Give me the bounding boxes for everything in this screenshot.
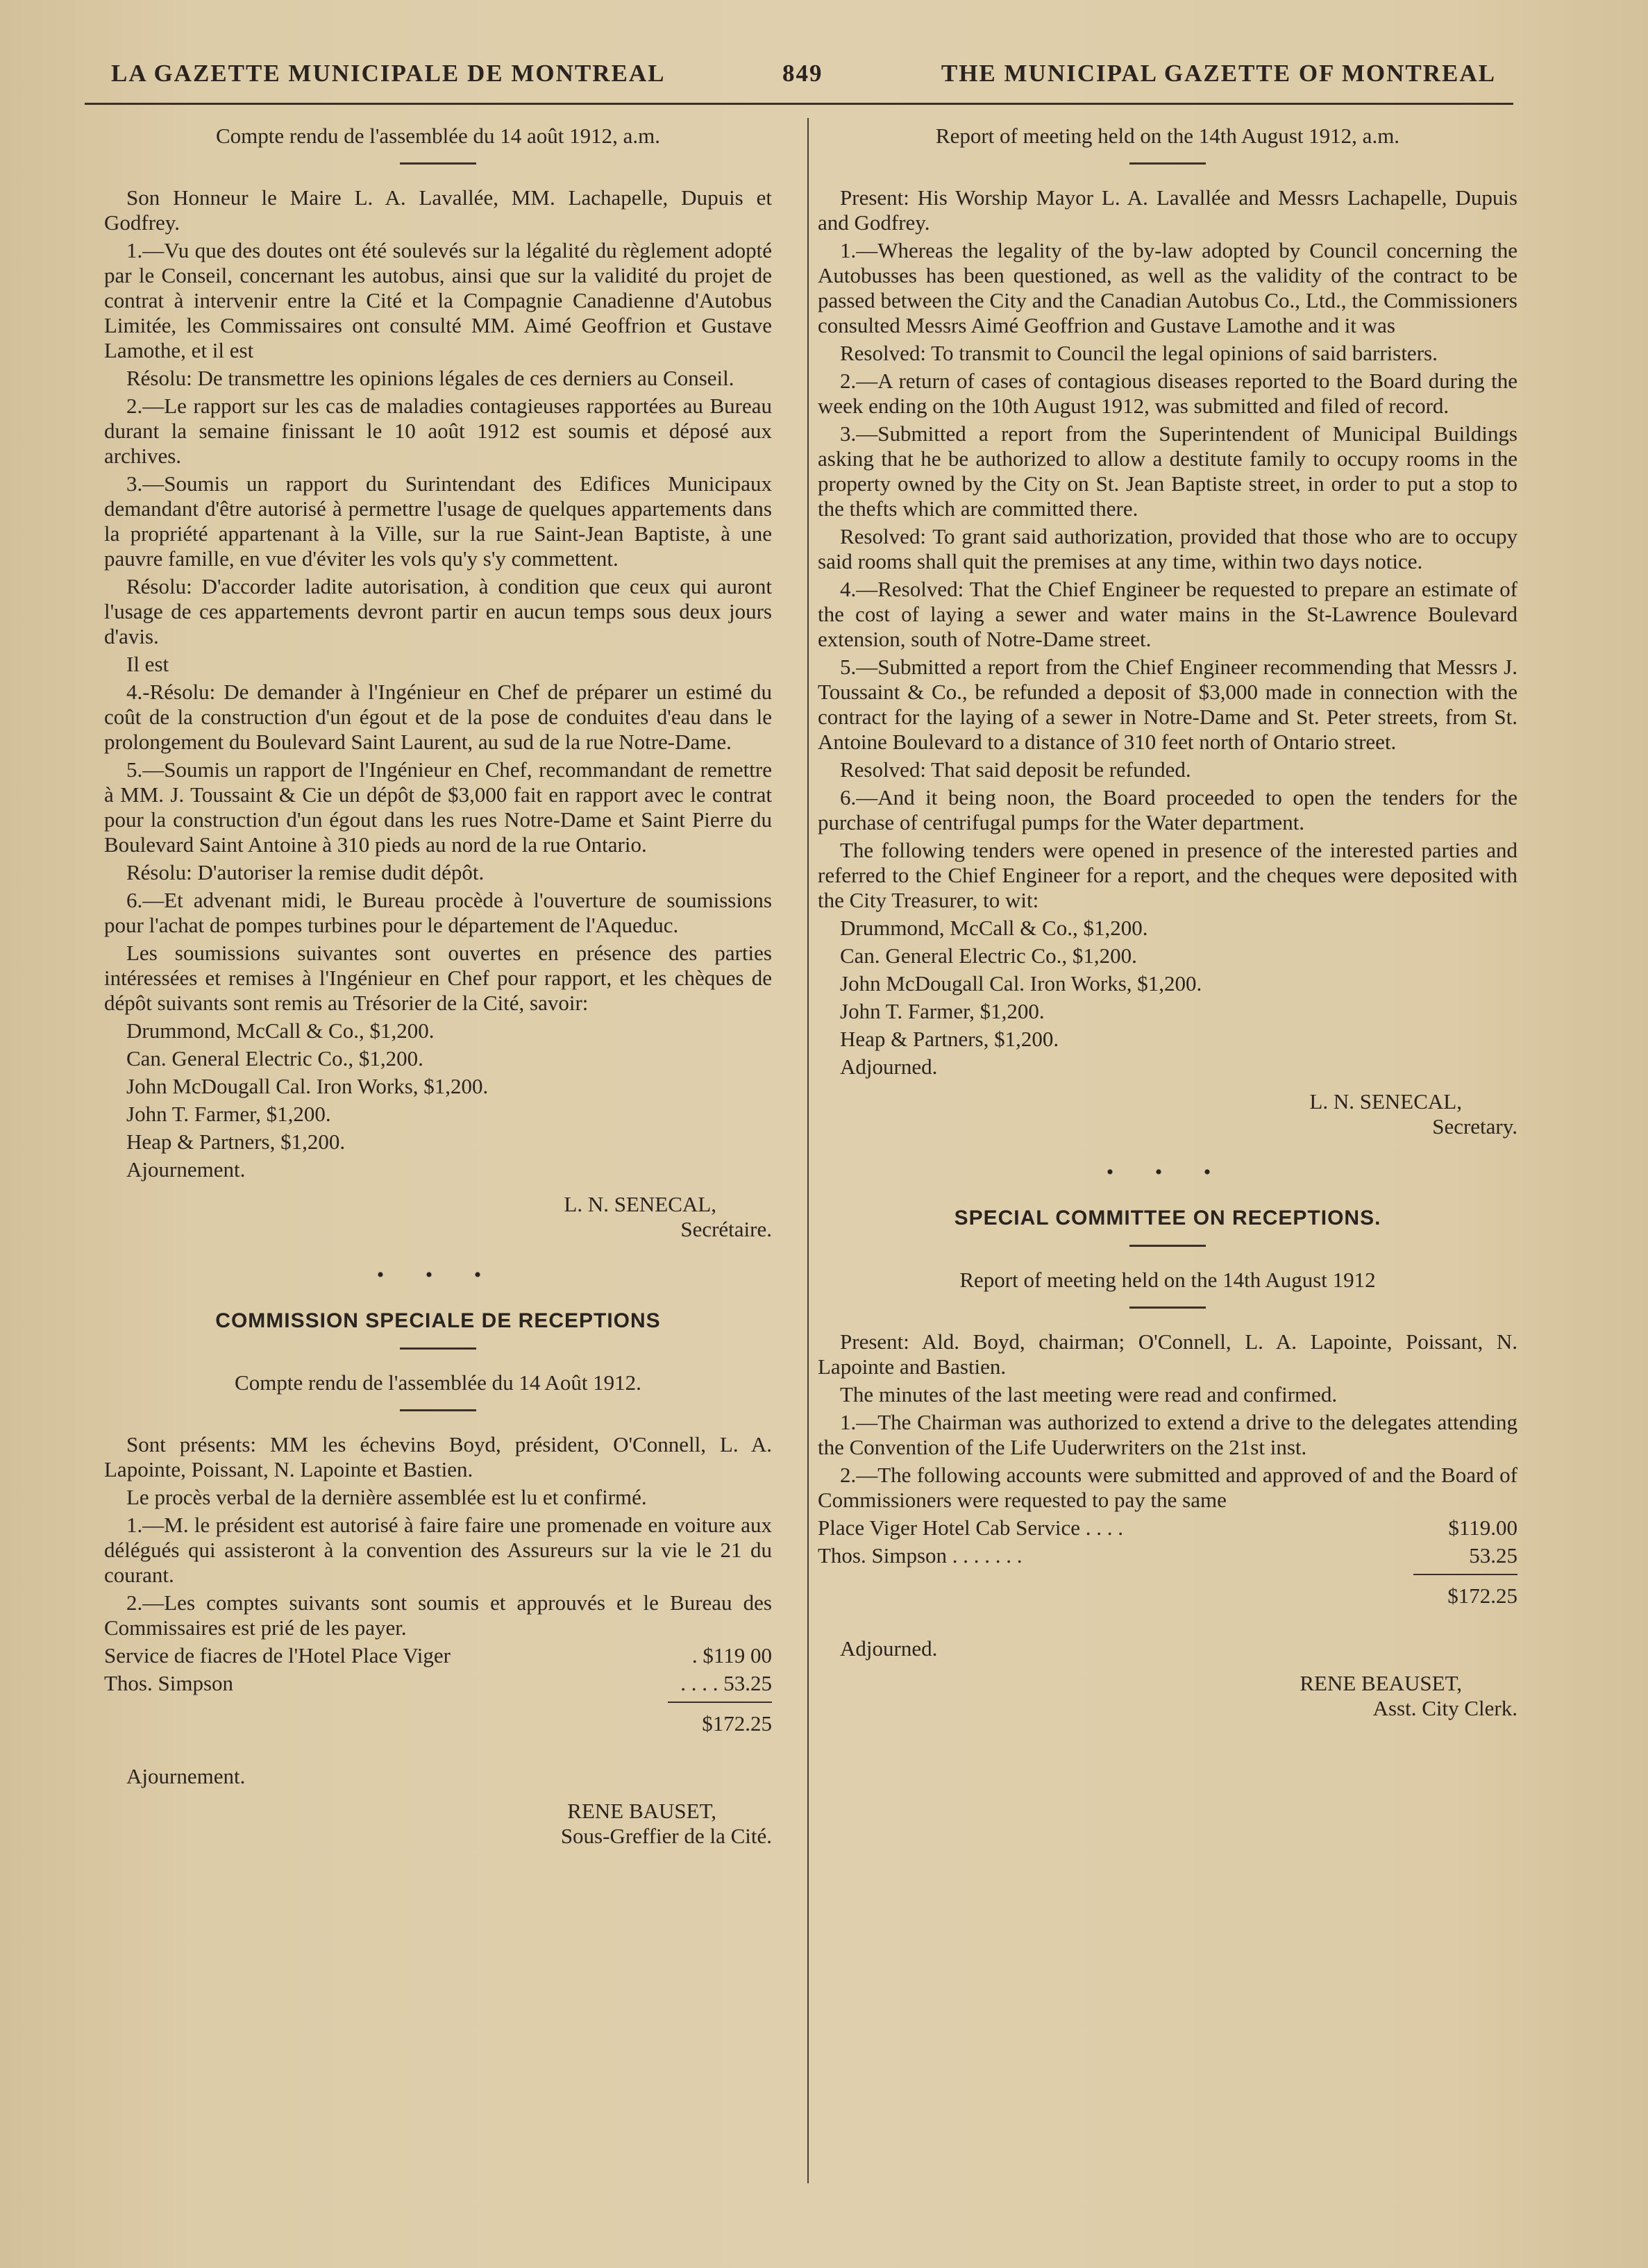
account-row [104,1671,772,1696]
item-6-paragraph: 6.—Et advenant midi, le Bureau procède à l'ouverture de soumissions pour l'achat de pompes turbines pour le département de l'Aqueduc. [104,888,772,937]
item-1-paragraph: 1.—The Chairman was authorized to extend a drive to the delegates attending the Convention of the Life Uuderwriters on the 21st inst. [818,1410,1517,1459]
signatory-name: RENE BAUSET, [567,1799,716,1823]
tenders-intro: The following tenders were opened in presence of the interested parties and referred to the Chief Engineer for a report, and the cheques were deposited with the City Treasurer, to wit: [818,838,1517,912]
meeting-title: Report of meeting held on the 14th August 1912, a.m. [935,124,1400,148]
section-separator: • • • [1106,1161,1229,1184]
adjournment-line: Ajournement. [126,1157,246,1182]
attendance-paragraph: Son Honneur le Maire L. A. Lavallée, MM. Lachapelle, Dupuis et Godfrey. [104,185,772,235]
section-rule [1129,1245,1206,1247]
item-4-paragraph: 4.-Résolu: De demander à l'Ingénieur en Chef de préparer un estimé du coût de la construction d'un égout et de la pose de conduites d'eau dans le prolongement du Boulevard Saint Laurent, au sud de la rue Notre-Dame. [104,680,772,754]
section-rule [400,162,476,165]
minutes-paragraph: The minutes of the last meeting were read and confirmed. [840,1382,1338,1406]
total-rule [1413,1574,1517,1575]
item-3-resolution: Résolu: D'accorder ladite autorisation, à condition que ceux qui auront l'usage de ces appartements devront partir en aucun temps sous deux jours d'avis. [104,574,772,648]
account-row [104,1643,772,1668]
tender-line: John McDougall Cal. Iron Works, $1,200. [840,971,1202,996]
account-amount: . . . . 53.25 [680,1671,772,1695]
signatory-title: Secretary. [1432,1114,1517,1139]
section-rule [1129,1307,1206,1309]
item-3-paragraph: 3.—Submitted a report from the Superintendent of Municipal Buildings asking that he be authorized to allow a destitute family to occupy rooms in the property owned by the City on St. Jean Baptiste street, in order to put a stop to the thefts which are committed there. [818,421,1517,521]
account-row [818,1515,1517,1540]
tender-line: John T. Farmer, $1,200. [126,1102,331,1126]
account-label: Service de fiacres de l'Hotel Place Viger [104,1643,451,1668]
account-label: Thos. Simpson [104,1671,234,1695]
item-3-paragraph: 3.—Soumis un rapport du Surintendant des Edifices Municipaux demandant d'être autorisé à permettre l'usage de quelques appartements dans la propriété appartenant à la Ville, sur la rue Saint-Jean Baptiste, à une pauvre famille, en vue d'éviter les vols qu'y s'y commettent. [104,471,772,571]
signatory-name: L. N. SENECAL, [1309,1089,1462,1114]
tender-line: John McDougall Cal. Iron Works, $1,200. [126,1074,489,1098]
meeting-title: Report of meeting held on the 14th August 1912 [959,1268,1376,1292]
column-divider [807,118,809,2183]
item-1-resolution: Resolved: To transmit to Council the legal opinions of said barristers. [840,341,1438,365]
account-label: Place Viger Hotel Cab Service . . . . [818,1515,1124,1540]
account-total: $172.25 [1447,1584,1517,1608]
account-amount: . $119 00 [691,1643,772,1668]
signatory-title: Sous-Greffier de la Cité. [560,1824,772,1848]
tenders-intro: Les soumissions suivantes sont ouvertes en présence des parties intéressées et remises à l'Ingénieur en Chef pour rapport, et les chèques de dépôt suivants sont remis au Trésorier de la Cité, savoir: [104,941,772,1015]
account-row [818,1543,1517,1568]
section-rule [400,1409,476,1411]
section-rule [400,1347,476,1350]
adjournment-line: Adjourned. [840,1636,938,1661]
item-1-resolution: Résolu: De transmettre les opinions légales de ces derniers au Conseil. [126,366,734,390]
item-4-paragraph: 4.—Resolved: That the Chief Engineer be requested to prepare an estimate of the cost of laying a sewer and water mains in the St-Lawrence Boulevard extension, south of Notre-Dame street. [818,577,1517,651]
account-label: Thos. Simpson . . . . . . . [818,1543,1023,1568]
item-3-resolution: Resolved: To grant said authorization, provided that those who are to occupy said rooms shall quit the premises at any time, within two days notice. [818,524,1517,573]
minutes-paragraph: Le procès verbal de la dernière assemblée est lu et confirmé. [126,1485,647,1509]
tender-line: Can. General Electric Co., $1,200. [126,1046,423,1070]
attendance-paragraph: Present: His Worship Mayor L. A. Lavallée and Messrs Lachapelle, Dupuis and Godfrey. [818,185,1517,235]
section-separator: • • • [376,1263,500,1286]
item-2-paragraph: 2.—The following accounts were submitted and approved of and the Board of Commissioners were requested to pay the same [818,1463,1517,1512]
signatory-title: Asst. City Clerk. [1372,1696,1517,1720]
item-5-resolution: Résolu: D'autoriser la remise dudit dépôt. [126,860,485,884]
account-amount: $119.00 [1448,1515,1517,1540]
tender-line: Heap & Partners, $1,200. [840,1027,1059,1051]
account-amount: 53.25 [1469,1543,1517,1568]
signature-block [818,1671,1517,1721]
item-1-paragraph: 1.—Whereas the legality of the by-law adopted by Council concerning the Autobusses has been questioned, as well as the validity of the contract to be passed between the City and the Canadian Autobus Co., Ltd., the Commissioners consulted Messrs Aimé Geoffrion and Gustave Lamothe and it was [818,238,1517,337]
tender-line: Heap & Partners, $1,200. [126,1129,346,1154]
account-total: $172.25 [702,1711,772,1736]
page-number: 849 [782,60,823,87]
page-header [111,60,1496,101]
tender-line: John T. Farmer, $1,200. [840,999,1045,1023]
adjournment-line: Adjourned. [840,1055,938,1079]
section-rule [1129,162,1206,165]
item-5-paragraph: 5.—Soumis un rapport de l'Ingénieur en Chef, recommandant de remettre à MM. J. Toussaint & Cie un dépôt de $3,000 fait en rapport avec le contrat pour la construction d'un égout dans les rues Notre-Dame et Saint Pierre du Boulevard Saint Antoine à 310 pieds au nord de la rue Ontario. [104,757,772,857]
il-est-line: Il est [126,652,169,676]
attendance-paragraph: Sont présents: MM les échevins Boyd, président, O'Connell, L. A. Lapointe, Poissant, N. Lapointe et Bastien. [104,1432,772,1481]
signature-block [818,1089,1517,1139]
item-2-paragraph: 2.—Les comptes suivants sont soumis et approuvés et le Bureau des Commissaires est prié de les payer. [104,1590,772,1640]
meeting-title: Compte rendu de l'assemblée du 14 Août 1912. [235,1370,641,1395]
header-title-fr: LA GAZETTE MUNICIPALE DE MONTREAL [111,60,666,87]
column-english [818,124,1517,1721]
signatory-title: Secrétaire. [680,1217,772,1241]
header-rule [85,103,1513,105]
section-heading: SPECIAL COMMITTEE ON RECEPTIONS. [954,1207,1381,1229]
tender-line: Drummond, McCall & Co., $1,200. [840,916,1148,940]
item-5-paragraph: 5.—Submitted a report from the Chief Engineer recommending that Messrs J. Toussaint & Co., be refunded a deposit of $3,000 made in connection with the contract for the laying of a sewer in Notre-Dame and St. Peter streets, from St. Antoine Boulevard to a distance of 310 feet north of Ontario street. [818,655,1517,754]
item-1-paragraph: 1.—M. le président est autorisé à faire faire une promenade en voiture aux délégués qui assisteront à la convention des Assureurs sur la vie le 21 du courant. [104,1513,772,1587]
signatory-name: L. N. SENECAL, [564,1192,716,1216]
item-6-paragraph: 6.—And it being noon, the Board proceeded to open the tenders for the purchase of centrifugal pumps for the Water department. [818,785,1517,834]
item-2-paragraph: 2.—A return of cases of contagious diseases reported to the Board during the week ending on the 10th August 1912, was submitted and filed of record. [818,369,1517,418]
signatory-name: RENE BEAUSET, [1300,1671,1462,1695]
adjournment-line: Ajournement. [126,1764,246,1788]
item-5-resolution: Resolved: That said deposit be refunded. [840,757,1191,782]
meeting-title: Compte rendu de l'assemblée du 14 août 1912, a.m. [215,124,661,148]
column-french [104,124,772,1849]
signature-block [104,1192,772,1242]
tender-line: Drummond, McCall & Co., $1,200. [126,1018,435,1043]
item-1-paragraph: 1.—Vu que des doutes ont été soulevés sur la légalité du règlement adopté par le Conseil, concernant les autobus, ainsi que sur la validité du projet de contrat à intervenir entre la Cité et la Compagnie Canadienne d'Autobus Limitée, les Commissaires ont consulté MM. Aimé Geoffrion et Gustave Lamothe, et il est [104,238,772,362]
header-title-en: THE MUNICIPAL GAZETTE OF MONTREAL [941,60,1496,87]
signature-block [104,1799,772,1849]
section-heading: COMMISSION SPECIALE DE RECEPTIONS [215,1309,661,1332]
total-rule [668,1702,772,1703]
attendance-paragraph: Present: Ald. Boyd, chairman; O'Connell, L. A. Lapointe, Poissant, N. Lapointe and Bastien. [818,1329,1517,1379]
item-2-paragraph: 2.—Le rapport sur les cas de maladies contagieuses rapportées au Bureau durant la semaine finissant le 10 août 1912 est soumis et déposé aux archives. [104,394,772,468]
tender-line: Can. General Electric Co., $1,200. [840,943,1137,968]
